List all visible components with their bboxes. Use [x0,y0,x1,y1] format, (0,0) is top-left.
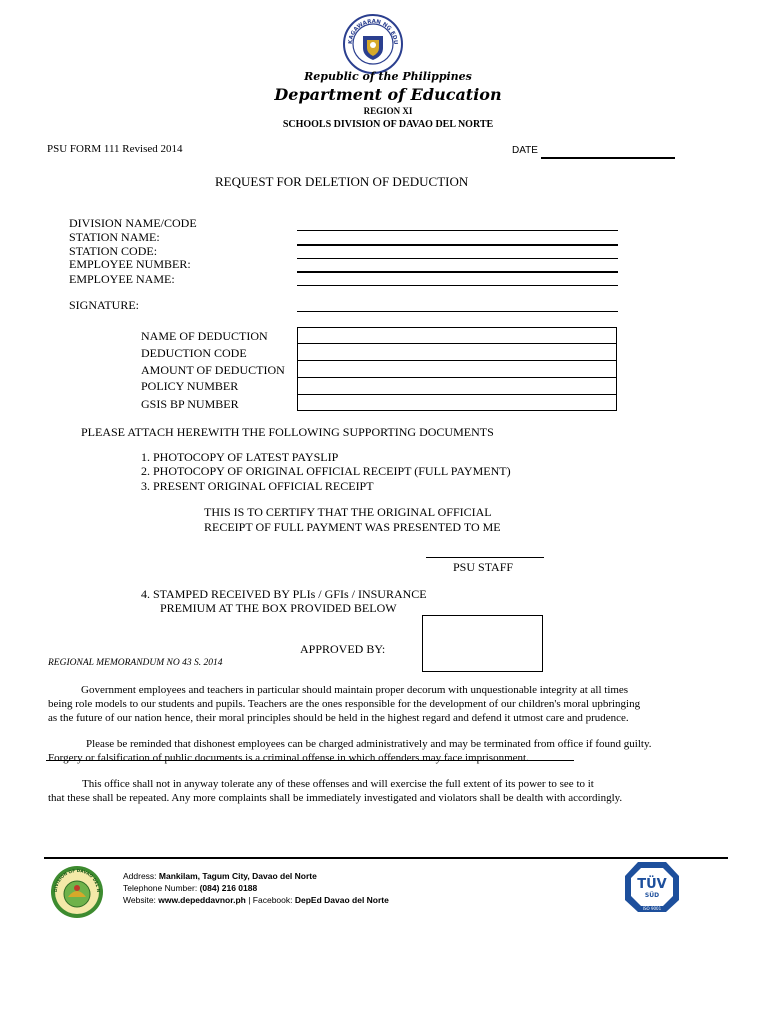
certify-line-1: THIS IS TO CERTIFY THAT THE ORIGINAL OFFICIAL [204,505,492,519]
document-item-2: 2. PHOTOCOPY OF ORIGINAL OFFICIAL RECEIPT (FULL PAYMENT) [141,464,511,478]
field-label-station-code: STATION CODE: [69,244,158,258]
deduction-name-box[interactable] [297,327,617,344]
svg-text:TÜV: TÜV [637,877,667,892]
division-text: SCHOOLS DIVISION OF DAVAO DEL NORTE [282,119,494,130]
paragraph-3-line-1: This office shall not in anyway tolerate any of these offenses and will exercise the full extent of its power to see to it [82,778,594,790]
deduction-label-policy: POLICY NUMBER [141,379,239,393]
deduction-label-name: NAME OF DEDUCTION [141,329,268,343]
signature-label: SIGNATURE: [69,298,140,312]
svg-text:KAGAWARAN NG EDUKASYON: KAGAWARAN NG EDU [347,18,399,45]
stamped-line-2: PREMIUM AT THE BOX PROVIDED BELOW [160,601,397,615]
stamped-line-1: 4. STAMPED RECEIVED BY PLIs / GFIs / INSURANCE [141,587,427,601]
republic-text: Republic of the Philippines [304,70,472,83]
footer-divider [44,857,728,859]
form-code: PSU FORM 111 Revised 2014 [47,143,183,155]
psu-staff-signature-line[interactable] [426,557,544,558]
tuv-badge-icon [623,860,681,914]
deped-seal-icon [343,14,403,74]
paragraph-1-line-3: as the future of our nation hence, their moral principles should be held in the highest regard and defend it utmost care and prudence. [48,712,629,724]
psu-staff-label: PSU STAFF [453,560,514,574]
field-label-division: DIVISION NAME/CODE [69,216,197,230]
field-label-employee-number: EMPLOYEE NUMBER: [69,257,191,271]
employee-name-input[interactable] [297,285,618,286]
certify-line-2: RECEIPT OF FULL PAYMENT WAS PRESENTED TO ME [204,520,501,534]
website-link[interactable]: www.depeddavnor.ph [158,895,246,905]
deduction-amount-box[interactable] [297,360,617,378]
footer-address: Address: Mankilam, Tagum City, Davao del Norte [123,871,317,881]
station-code-input[interactable] [297,258,618,259]
footer-web: Website: www.depeddavnor.ph | Facebook: DepEd Davao del Norte [123,895,389,905]
deduction-label-gsis: GSIS BP NUMBER [141,397,239,411]
stamp-box[interactable] [422,615,543,672]
form-title: REQUEST FOR DELETION OF DEDUCTION [215,174,469,189]
deduction-policy-box[interactable] [297,377,617,395]
field-label-employee-name: EMPLOYEE NAME: [69,272,175,286]
document-item-1: 1. PHOTOCOPY OF LATEST PAYSLIP [141,450,339,464]
paragraph-1-line-1: Government employees and teachers in particular should maintain proper decorum with unquestionable integrity at all times [81,684,629,696]
deduction-gsis-box[interactable] [297,394,617,411]
approved-by-label: APPROVED BY: [300,642,386,656]
region-text: REGION XI [363,106,413,116]
department-title: Department of Education [274,85,502,104]
field-label-station-name: STATION NAME: [69,230,160,244]
svg-text:ISO 9001: ISO 9001 [642,906,662,911]
svg-text:SÜD: SÜD [644,892,660,899]
date-label: DATE [512,145,538,156]
footer-phone: Telephone Number: (084) 216 0188 [123,883,258,893]
facebook-link[interactable]: DepEd Davao del Norte [294,895,389,905]
paragraph-3-line-2: that these shall be repeated. Any more complaints shall be immediately investigated and violators shall be dealth with accordingly. [48,792,623,804]
deped-seal [343,14,403,74]
deduction-code-box[interactable] [297,343,617,361]
paragraph-1-line-2: being role models to our students and pupils. Teachers are the ones responsible for the development of our children's moral upbringing [48,698,641,710]
tuv-certification [623,860,681,914]
station-name-input[interactable] [297,244,618,246]
employee-number-input[interactable] [297,271,618,273]
division-seal-icon [50,865,104,919]
division-input[interactable] [297,230,618,231]
deduction-label-amount: AMOUNT OF DEDUCTION [141,363,285,377]
paragraph-2-underline [46,760,574,761]
deduction-label-code: DEDUCTION CODE [141,346,247,360]
document-item-3: 3. PRESENT ORIGINAL OFFICIAL RECEIPT [141,479,374,493]
attach-heading: PLEASE ATTACH HEREWITH THE FOLLOWING SUPPORTING DOCUMENTS [81,425,494,439]
svg-text:DIVISION OF DAVAO DEL NORTE: DIVISION OF DAVAO DEL N [52,867,102,893]
date-field[interactable] [541,157,675,159]
memo-reference: REGIONAL MEMORANDUM NO 43 S. 2014 [48,658,223,668]
division-seal [50,865,104,919]
paragraph-2-line-2: Forgery or falsification of public documents is a criminal offense in which offenders may face imprisonment. [48,752,529,764]
signature-input[interactable] [297,311,618,312]
paragraph-2-line-1: Please be reminded that dishonest employees can be charged administratively and may be terminated from office if found guilty. [86,738,652,750]
